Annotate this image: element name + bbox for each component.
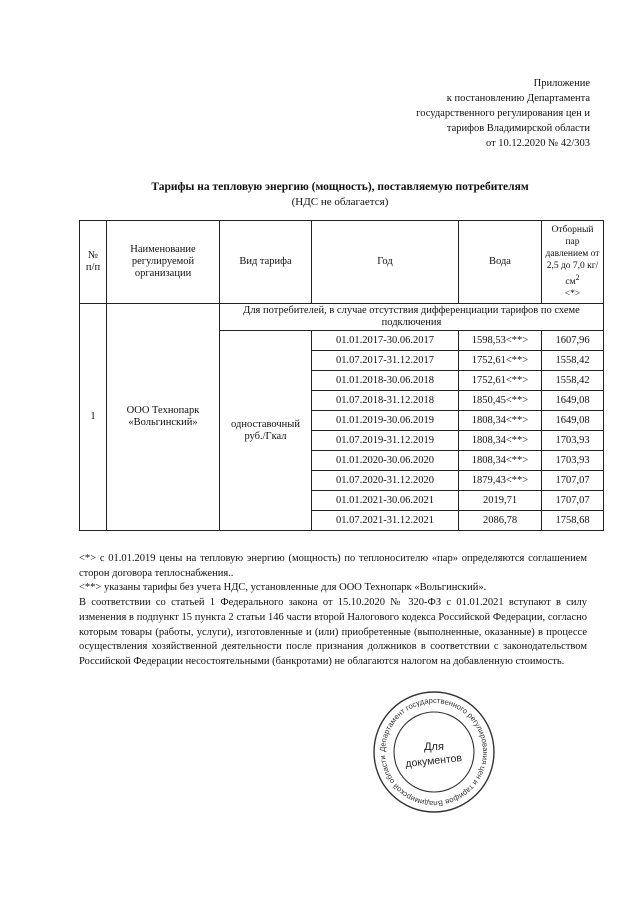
header-num: № п/п: [80, 221, 107, 304]
document-title: Тарифы на тепловую энергию (мощность), поставляемую потребителям: [151, 181, 529, 193]
tariff-table: [79, 220, 604, 531]
row-number: 1: [80, 304, 107, 531]
note-federal-law: В соответствии со статьей 1 Федерального закона от 15.10.2020 № 320-ФЗ с 01.01.2021 вступают в силу изменения в подпункт 15 пункта 2 статьи 146 части второй Налогового кодекса Российской Федерации, согласно которым товары (работы, услуги), изготовленные и (или) приобретенные (выполненные, оказанные) в процессе осуществления хозяйственной деятельности после признания должников в соответствии с законодательством Российской Федерации несостоятельными (банкротами) не облагаются налогом на добавленную стоимость.: [79, 597, 587, 667]
stamp-center-line1: Для: [424, 741, 444, 753]
steam-cell: 1558,42: [542, 351, 604, 371]
header-steam-sup: 2: [575, 272, 580, 282]
table-header-row: [80, 221, 604, 304]
note-steam: <*> с 01.01.2019 цены на тепловую энергию (мощность) по теплоносителю «пар» определяются соглашением сторон договора теплоснабжения..: [79, 553, 587, 579]
header-tariff-type: Вид тарифа: [220, 221, 312, 304]
notes-block: [79, 552, 587, 670]
period-cell: 01.01.2018-30.06.2018: [312, 371, 459, 391]
organization-name: ООО Технопарк «Вольгинский»: [107, 304, 220, 531]
document-subtitle: (НДС не облагается): [291, 196, 389, 208]
water-cell: 1808,34<**>: [459, 451, 542, 471]
steam-cell: 1649,08: [542, 391, 604, 411]
period-cell: 01.07.2018-31.12.2018: [312, 391, 459, 411]
official-stamp: [372, 690, 496, 814]
appendix-line: государственного регулирования цен и: [416, 108, 590, 119]
steam-cell: 1558,42: [542, 371, 604, 391]
period-cell: 01.07.2021-31.12.2021: [312, 511, 459, 531]
water-cell: 1752,61<**>: [459, 351, 542, 371]
steam-cell: 1707,07: [542, 491, 604, 511]
note-vat-excluded: <**> указаны тарифы без учета НДС, установленные для ООО Технопарк «Вольгинский».: [79, 582, 487, 594]
consumer-subheader: Для потребителей, в случае отсутствия дифференциации тарифов по схеме подключения: [220, 304, 604, 331]
period-cell: 01.01.2020-30.06.2020: [312, 451, 459, 471]
appendix-line: тарифов Владимирской области: [446, 123, 590, 134]
appendix-line: Приложение: [533, 78, 590, 89]
period-cell: 01.01.2019-30.06.2019: [312, 411, 459, 431]
water-cell: 1752,61<**>: [459, 371, 542, 391]
water-cell: 2019,71: [459, 491, 542, 511]
water-cell: 1879,43<**>: [459, 471, 542, 491]
appendix-line: от 10.12.2020 № 42/303: [485, 138, 590, 149]
water-cell: 1808,34<**>: [459, 431, 542, 451]
water-cell: 1850,45<**>: [459, 391, 542, 411]
appendix-block: [370, 76, 590, 151]
period-cell: 01.07.2019-31.12.2019: [312, 431, 459, 451]
steam-cell: 1703,93: [542, 431, 604, 451]
header-steam: [542, 221, 604, 304]
stamp-center-line2: документов: [404, 752, 463, 770]
table-subheader-row: [80, 304, 604, 331]
period-cell: 01.01.2017-30.06.2017: [312, 331, 459, 351]
steam-cell: 1707,07: [542, 471, 604, 491]
steam-cell: 1703,93: [542, 451, 604, 471]
header-organization: Наименование регулируемой организации: [107, 221, 220, 304]
header-water: Вода: [459, 221, 542, 304]
period-cell: 01.07.2020-31.12.2020: [312, 471, 459, 491]
steam-cell: 1758,68: [542, 511, 604, 531]
steam-cell: 1649,08: [542, 411, 604, 431]
period-cell: 01.07.2017-31.12.2017: [312, 351, 459, 371]
appendix-line: к постановлению Департамента: [446, 93, 590, 104]
water-cell: 2086,78: [459, 511, 542, 531]
header-steam-mark: <*>: [564, 289, 581, 300]
header-steam-text: Отборный пар давлением от 2,5 до 7,0 кг/см: [545, 224, 600, 288]
tariff-type: одноставочный руб./Гкал: [220, 331, 312, 531]
header-year: Год: [312, 221, 459, 304]
water-cell: 1598,53<**>: [459, 331, 542, 351]
water-cell: 1808,34<**>: [459, 411, 542, 431]
period-cell: 01.01.2021-30.06.2021: [312, 491, 459, 511]
steam-cell: 1607,96: [542, 331, 604, 351]
stamp-ring-textpath: Департамент государственного регулирования цен и тарифов Владимирской области: [377, 695, 491, 809]
